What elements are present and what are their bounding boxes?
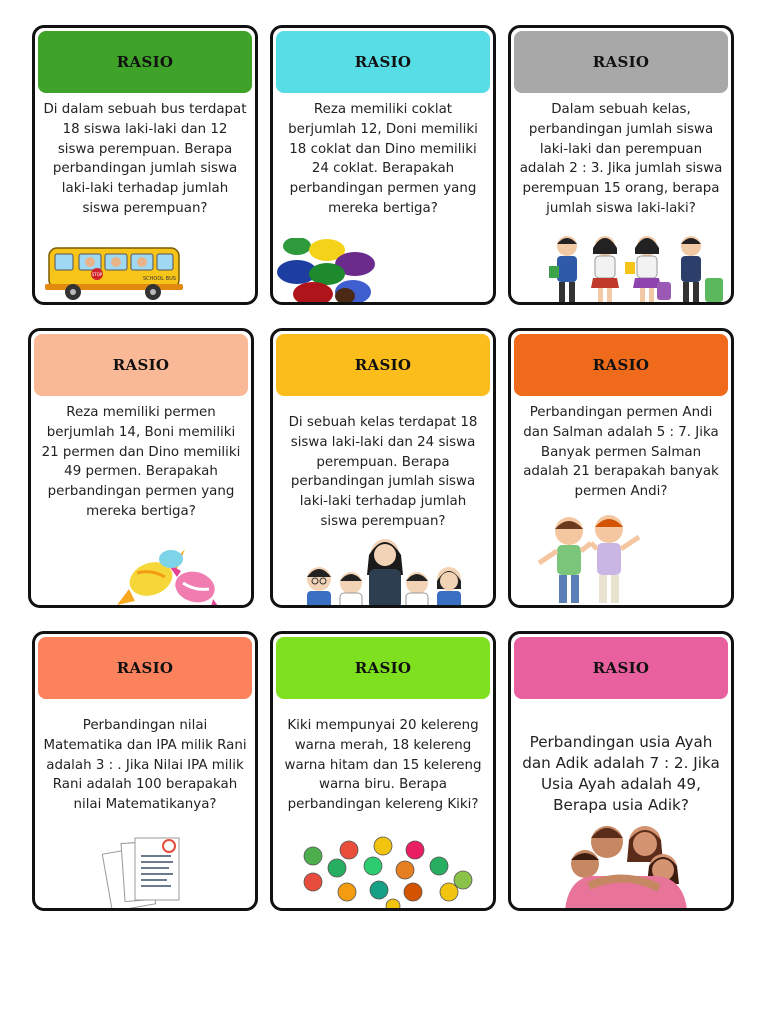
card-9 [508,631,734,911]
test-papers-illustration [101,832,185,911]
school-bus-illustration [45,240,185,305]
card-title: RASIO [592,356,650,374]
card-5 [270,328,496,608]
marbles-illustration [293,836,479,911]
card-title: RASIO [354,53,412,71]
card-header [276,31,490,93]
family-hug-illustration [559,818,691,911]
card-title: RASIO [592,659,650,677]
card-title: RASIO [354,659,412,677]
card-header [276,334,490,396]
card-header [38,637,252,699]
card-header [514,334,728,396]
card-2 [270,25,496,305]
card-4 [28,328,254,608]
card-7 [32,631,258,911]
candies-illustration [115,541,235,608]
jelly-beans-illustration [275,238,385,305]
bus-label-text: SCHOOL BUS [143,276,176,282]
stop-sign-text: STOP [91,272,103,277]
card-8 [270,631,496,911]
card-1 [32,25,258,305]
card-question: Reza memiliki permen berjumlah 14, Boni memiliki 21 permen dan Dino memiliki 49 permen. Berapakah perbandingan permen yang mereka bertiga? [41,405,241,519]
card-title: RASIO [354,356,412,374]
card-question: Di sebuah kelas terdapat 18 siswa laki-laki dan 24 siswa perempuan. Berapa perbandingan jumlah siswa laki-laki terhadap jumlah siswa perempuan? [288,415,478,529]
students-walking-illustration [545,232,734,305]
card-3 [508,25,734,305]
card-question: Kiki mempunyai 20 kelereng warna merah, 18 kelereng warna hitam dan 15 kelereng warna biru. Berapa perbandingan kelereng Kiki? [284,718,482,813]
card-title: RASIO [112,356,170,374]
card-question: Reza memiliki coklat berjumlah 12, Doni memiliki 18 coklat dan Dino memiliki 24 coklat. Berapakah perbandingan permen yang mereka bertiga? [288,102,478,216]
card-question: Dalam sebuah kelas, perbandingan jumlah siswa laki-laki dan perempuan adalah 2 : 3. Jika jumlah siswa perempuan 15 orang, berapa jumlah siswa laki-laki? [519,102,723,216]
card-question: Di dalam sebuah bus terdapat 18 siswa laki-laki dan 12 siswa perempuan. Berapa perbandingan jumlah siswa laki-laki terhadap jumlah siswa perempuan? [43,102,247,216]
card-header [34,334,248,396]
card-title: RASIO [592,53,650,71]
card-title: RASIO [116,659,174,677]
two-boys-illustration [535,513,645,608]
card-header [514,31,728,93]
teacher-and-kids-illustration [299,535,469,608]
card-question: Perbandingan usia Ayah dan Adik adalah 7 : 2. Jika Usia Ayah adalah 49, Berapa usia Adik? [522,733,720,814]
card-header [514,637,728,699]
card-header [38,31,252,93]
card-header [276,637,490,699]
card-question: Perbandingan nilai Matematika dan IPA milik Rani adalah 3 : . Jika Nilai IPA milik Rani adalah 100 berapakah nilai Matematikanya? [43,718,247,813]
card-6 [508,328,734,608]
card-title: RASIO [116,53,174,71]
card-question: Perbandingan permen Andi dan Salman adalah 5 : 7. Jika Banyak permen Salman adalah 21 berapakah banyak permen Andi? [523,405,719,500]
